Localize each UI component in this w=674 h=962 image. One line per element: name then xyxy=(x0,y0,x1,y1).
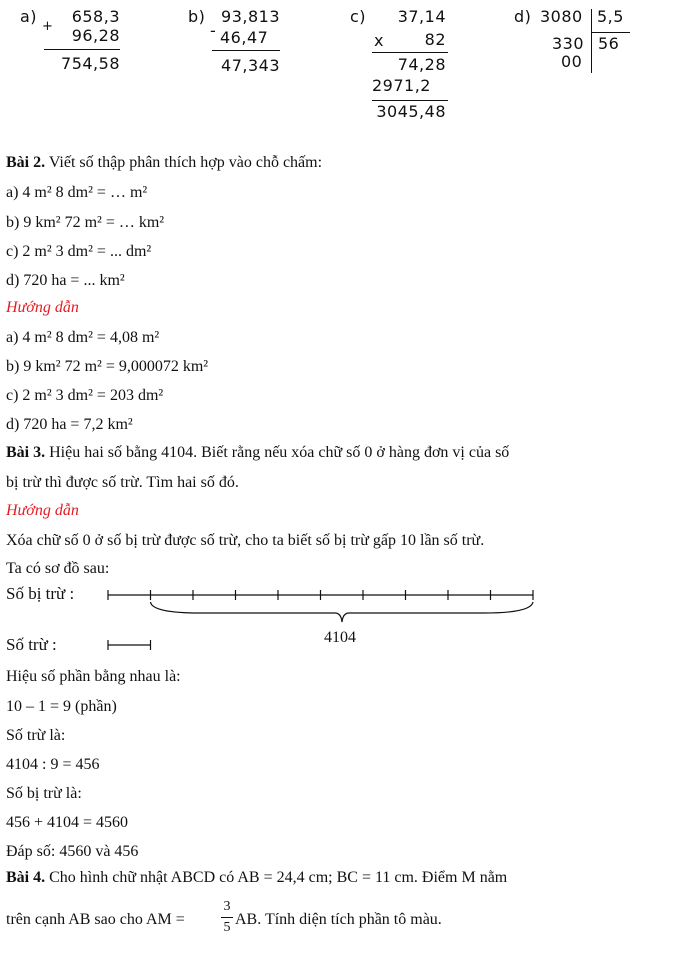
step-6: 456 + 4104 = 4560 xyxy=(6,814,129,831)
label-subtrahend: Số trừ : xyxy=(6,635,57,654)
calc-c-rule2 xyxy=(372,100,448,101)
calc-b-label: b) xyxy=(188,7,206,26)
calc-d-divisor: 5,5 xyxy=(597,7,624,26)
bai4-title: Bài 4. xyxy=(6,869,46,886)
bai2-answer-d: d) 720 ha = 7,2 km² xyxy=(6,416,133,433)
bai2-question-d: d) 720 ha = ... km² xyxy=(6,272,125,289)
bai4-line-2-before: trên cạnh AB sao cho AM = xyxy=(6,911,185,928)
fraction-numerator: 3 xyxy=(223,899,231,914)
calc-d-quotient: 56 xyxy=(598,34,620,53)
calc-b-result: 47,343 xyxy=(221,56,280,75)
calc-a-op: + xyxy=(42,19,54,34)
bai3-guide: Hướng dẫn xyxy=(6,502,79,519)
calc-d-vrule xyxy=(591,9,592,73)
calc-a-rule xyxy=(44,49,120,50)
bai2-question-c: c) 2 m² 3 dm² = ... dm² xyxy=(6,243,152,260)
bai2-answer-a: a) 4 m² 8 dm² = 4,08 m² xyxy=(6,329,160,346)
bai3-prompt-1: Hiệu hai số bằng 4104. Biết rằng nếu xóa chữ số 0 ở hàng đơn vị của số xyxy=(45,444,510,461)
calc-b-n2: 46,47 xyxy=(220,28,269,47)
bai3-diagram-intro: Ta có sơ đồ sau: xyxy=(6,560,110,577)
bai2-heading xyxy=(6,153,322,173)
bai4-line-2-after: AB. Tính diện tích phần tô màu. xyxy=(235,911,442,928)
calc-a-n1: 658,3 xyxy=(71,7,120,26)
calc-a-n2: 96,28 xyxy=(71,26,120,45)
calc-c-n2: 82 xyxy=(424,30,446,49)
step-7: Đáp số: 4560 và 456 xyxy=(6,843,139,860)
calc-a-result: 754,58 xyxy=(61,54,120,73)
step-3: Số trừ là: xyxy=(6,727,66,744)
step-1: Hiệu số phần bằng nhau là: xyxy=(6,668,181,685)
bai2-title: Bài 2. xyxy=(6,154,46,171)
bai4-heading xyxy=(6,868,507,888)
bai2-question-a: a) 4 m² 8 dm² = … m² xyxy=(6,184,148,201)
calc-c-partial2: 2971,2 xyxy=(372,76,431,95)
calc-d-hrule xyxy=(592,32,630,33)
difference-brace xyxy=(151,602,534,622)
bai2-answer-b: b) 9 km² 72 m² = 9,000072 km² xyxy=(6,358,209,375)
calc-c-op: x xyxy=(374,31,384,50)
step-4: 4104 : 9 = 456 xyxy=(6,756,100,773)
difference-label: 4104 xyxy=(324,629,356,646)
calc-c-result: 3045,48 xyxy=(376,102,446,121)
calc-b-op: - xyxy=(210,21,217,40)
calc-d-dividend: 3080 xyxy=(540,7,583,26)
label-minuend: Số bị trừ : xyxy=(6,584,75,603)
calc-b-rule xyxy=(212,50,280,51)
calc-c-rule1 xyxy=(372,52,448,53)
calc-a-label: a) xyxy=(20,7,38,26)
bai2-answer-c: c) 2 m² 3 dm² = 203 dm² xyxy=(6,387,164,404)
bai3-prompt-2: bị trừ thì được số trừ. Tìm hai số đó. xyxy=(6,474,239,491)
calc-b-n1: 93,813 xyxy=(221,7,280,26)
bai2-question-b: b) 9 km² 72 m² = … km² xyxy=(6,214,165,231)
step-5: Số bị trừ là: xyxy=(6,785,82,802)
bai3-explain: Xóa chữ số 0 ở số bị trừ được số trừ, cho ta biết số bị trừ gấp 10 lần số trừ. xyxy=(6,532,485,549)
calc-d-remainder2: 00 xyxy=(561,52,583,71)
calc-d-label: d) xyxy=(514,7,532,26)
bai3-heading xyxy=(6,443,509,463)
fraction-denominator: 5 xyxy=(223,920,231,935)
calc-c-n1: 37,14 xyxy=(397,7,446,26)
fraction-bar xyxy=(221,917,233,918)
bai4-line-1: Cho hình chữ nhật ABCD có AB = 24,4 cm; BC = 11 cm. Điểm M nằm xyxy=(45,869,508,886)
bai3-title: Bài 3. xyxy=(6,444,46,461)
step-2: 10 – 1 = 9 (phần) xyxy=(6,698,117,715)
calc-c-label: c) xyxy=(350,7,367,26)
calc-d-remainder1: 330 xyxy=(552,34,585,53)
bai2-prompt: Viết số thập phân thích hợp vào chỗ chấm: xyxy=(45,154,323,171)
bai2-guide: Hướng dẫn xyxy=(6,299,79,316)
calc-c-partial1: 74,28 xyxy=(397,55,446,74)
